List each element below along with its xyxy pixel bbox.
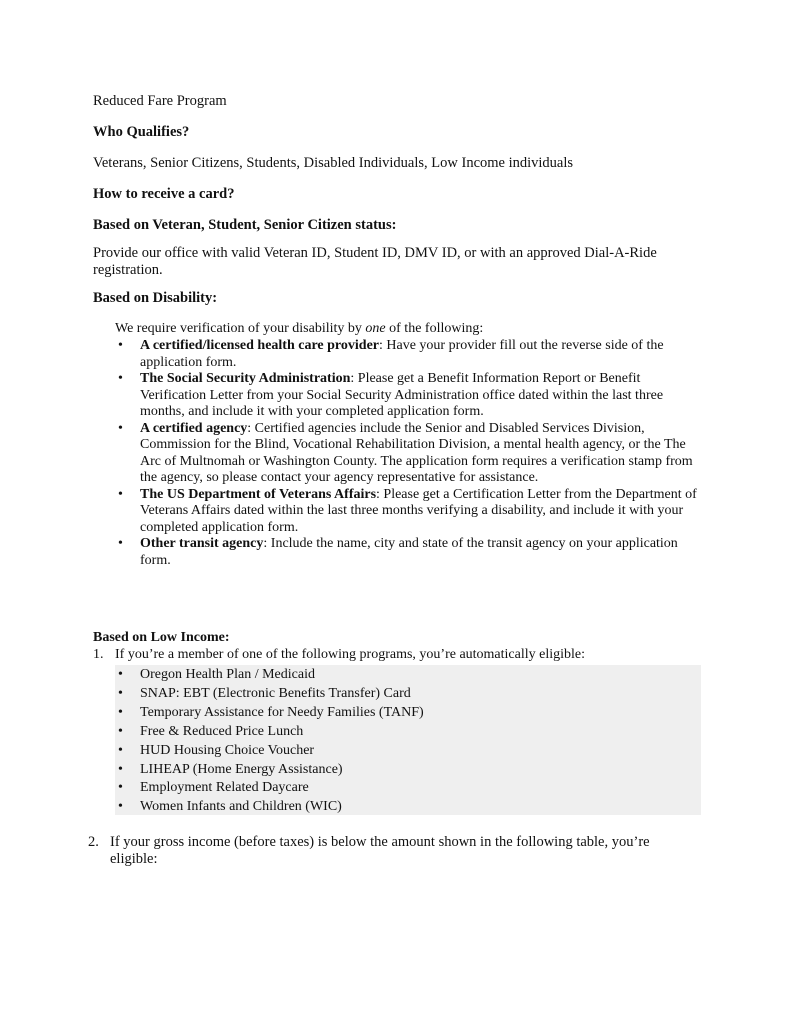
disability-item: [115, 487, 700, 537]
disability-intro: [115, 321, 715, 338]
item-text: If your gross income (before taxes) is below the amount shown in the following table, you’re eligible:: [110, 834, 650, 867]
disability-list: [115, 338, 700, 569]
program-item: • Temporary Assistance for Needy Families (TANF): [115, 704, 695, 723]
disability-item-text: : Please get a Benefit Information Report or Benefit Verification Letter from your Social Security Administration office dated within the last three months, and include it with your completed application form.: [140, 371, 664, 419]
disability-intro-pre: We require verification of your disability by: [115, 321, 366, 336]
disability-item-label: Other transit agency: [140, 536, 264, 551]
item-number: 2.: [88, 834, 99, 850]
disability-intro-emphasis: one: [365, 321, 386, 336]
disability-item-label: A certified/licensed health care provider: [140, 338, 379, 353]
status-heading: Based on Veteran, Student, Senior Citizen status:: [93, 217, 397, 233]
disability-item-label: The Social Security Administration: [140, 371, 351, 386]
who-qualifies-text: Veterans, Senior Citizens, Students, Disabled Individuals, Low Income individuals: [93, 155, 574, 171]
disability-item-text: : Please get a Certification Letter from the Department of Veterans Affairs dated within the last three months verifying a disability, and include it with your completed application form.: [140, 486, 697, 535]
item-text: If you’re a member of one of the following programs, you’re automatically eligible:: [115, 647, 586, 662]
program-item: • Women Infants and Children (WIC): [115, 798, 695, 817]
disability-heading: Based on Disability:: [93, 290, 218, 306]
disability-item-text: : Include the name, city and state of the transit agency on your application form.: [140, 536, 678, 568]
program-item: • Free & Reduced Price Lunch: [115, 723, 695, 742]
program-item: • SNAP: EBT (Electronic Benefits Transfer) Card: [115, 685, 695, 704]
low-income-heading: Based on Low Income:: [93, 630, 230, 645]
disability-item: [115, 371, 700, 421]
disability-item-label: A certified agency: [140, 420, 248, 436]
how-to-receive-heading: How to receive a card?: [93, 186, 235, 202]
status-text: Provide our office with valid Veteran ID, Student ID, DMV ID, or with an approved Dial-A-Ride registration.: [93, 245, 657, 278]
disability-item: [115, 338, 700, 371]
disability-item: [115, 536, 700, 569]
program-item: • HUD Housing Choice Voucher: [115, 742, 695, 761]
item-number: 1.: [93, 647, 104, 662]
program-item: • Oregon Health Plan / Medicaid: [115, 666, 695, 685]
disability-intro-post: of the following:: [385, 321, 484, 336]
programs-list: [115, 666, 695, 817]
document-title: Reduced Fare Program: [93, 93, 227, 109]
program-item: • Employment Related Daycare: [115, 779, 695, 798]
disability-item-text: : Certified agencies include the Senior and Disabled Services Division, Commission for the Blind, Vocational Rehabilitation Division, a mental health agency, or the The Arc of Multnomah or Washington County. The application form requires a verification stamp from the agency, so please contact your agency representative for assistance.: [140, 420, 693, 485]
disability-item-text: : Have your provider fill out the reverse side of the application form.: [140, 338, 664, 370]
who-qualifies-heading: Who Qualifies?: [93, 124, 190, 140]
disability-item: [115, 421, 700, 487]
disability-item-label: The US Department of Veterans Affairs: [140, 486, 377, 502]
program-item: • LIHEAP (Home Energy Assistance): [115, 761, 695, 780]
